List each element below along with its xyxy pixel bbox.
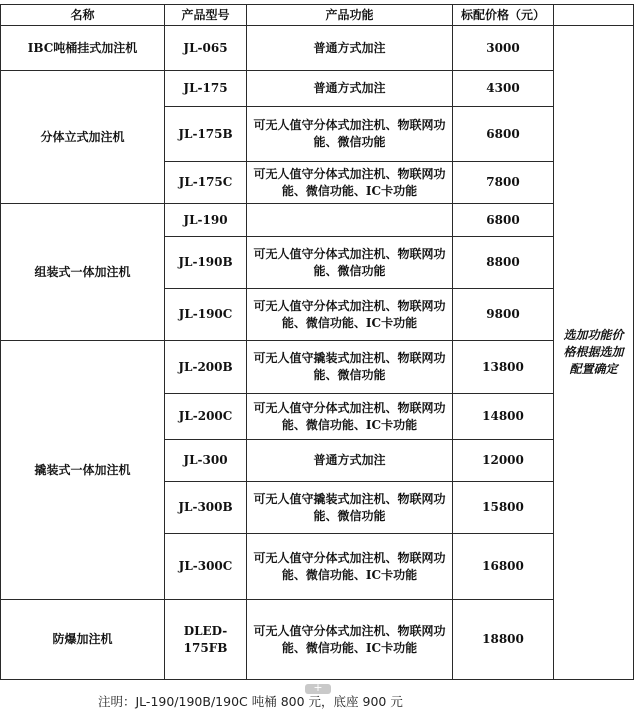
table-row — [1, 600, 634, 680]
model-cell: JL-190B — [165, 237, 247, 289]
header-price: 标配价格（元） — [453, 5, 554, 26]
price-cell: 15800 — [453, 482, 554, 534]
table-row — [1, 26, 634, 71]
function-cell: 普通方式加注 — [247, 71, 453, 107]
header-function: 产品功能 — [247, 5, 453, 26]
function-cell: 普通方式加注 — [247, 440, 453, 482]
header-row — [1, 5, 634, 26]
price-table — [0, 4, 634, 680]
price-cell: 4300 — [453, 71, 554, 107]
price-cell: 12000 — [453, 440, 554, 482]
function-cell: 可无人值守分体式加注机、物联网功能、微信功能 — [247, 107, 453, 162]
function-cell: 可无人值守分体式加注机、物联网功能、微信功能、IC卡功能 — [247, 162, 453, 204]
price-cell: 14800 — [453, 394, 554, 440]
table-row — [1, 204, 634, 237]
table-row — [1, 341, 634, 394]
price-cell: 7800 — [453, 162, 554, 204]
group-name: IBC吨桶挂式加注机 — [1, 26, 165, 71]
price-cell: 13800 — [453, 341, 554, 394]
group-name: 分体立式加注机 — [1, 71, 165, 204]
group-name: 防爆加注机 — [1, 600, 165, 680]
group-name: 组装式一体加注机 — [1, 204, 165, 341]
function-cell: 可无人值守分体式加注机、物联网功能、微信功能 — [247, 237, 453, 289]
model-cell: JL-065 — [165, 26, 247, 71]
model-cell: JL-300 — [165, 440, 247, 482]
function-cell: 可无人值守撬装式加注机、物联网功能、微信功能 — [247, 482, 453, 534]
price-cell: 9800 — [453, 289, 554, 341]
table-row — [1, 71, 634, 107]
model-cell: JL-190C — [165, 289, 247, 341]
model-cell: JL-175 — [165, 71, 247, 107]
price-cell: 18800 — [453, 600, 554, 680]
function-cell: 可无人值守分体式加注机、物联网功能、微信功能、IC卡功能 — [247, 600, 453, 680]
price-cell: 6800 — [453, 107, 554, 162]
model-cell: JL-175C — [165, 162, 247, 204]
function-cell — [247, 204, 453, 237]
model-cell: JL-190 — [165, 204, 247, 237]
price-cell: 3000 — [453, 26, 554, 71]
model-cell: JL-175B — [165, 107, 247, 162]
side-note: 选加功能价格根据选加配置确定 — [554, 26, 634, 680]
function-cell: 可无人值守分体式加注机、物联网功能、微信功能、IC卡功能 — [247, 289, 453, 341]
header-note — [554, 5, 634, 26]
header-model: 产品型号 — [165, 5, 247, 26]
price-cell: 16800 — [453, 534, 554, 600]
function-cell: 可无人值守撬装式加注机、物联网功能、微信功能 — [247, 341, 453, 394]
model-cell: JL-300B — [165, 482, 247, 534]
model-cell: JL-200B — [165, 341, 247, 394]
group-name: 撬装式一体加注机 — [1, 341, 165, 600]
model-cell: JL-200C — [165, 394, 247, 440]
header-name: 名称 — [1, 5, 165, 26]
function-cell: 普通方式加注 — [247, 26, 453, 71]
price-cell: 6800 — [453, 204, 554, 237]
function-cell: 可无人值守分体式加注机、物联网功能、微信功能、IC卡功能 — [247, 534, 453, 600]
footer-note: 注明：JL-190/190B/190C 吨桶 800 元，底座 900 元 — [98, 694, 403, 709]
plus-icon: + — [313, 681, 323, 694]
price-cell: 8800 — [453, 237, 554, 289]
function-cell: 可无人值守分体式加注机、物联网功能、微信功能、IC卡功能 — [247, 394, 453, 440]
model-cell: DLED-175FB — [165, 600, 247, 680]
model-cell: JL-300C — [165, 534, 247, 600]
